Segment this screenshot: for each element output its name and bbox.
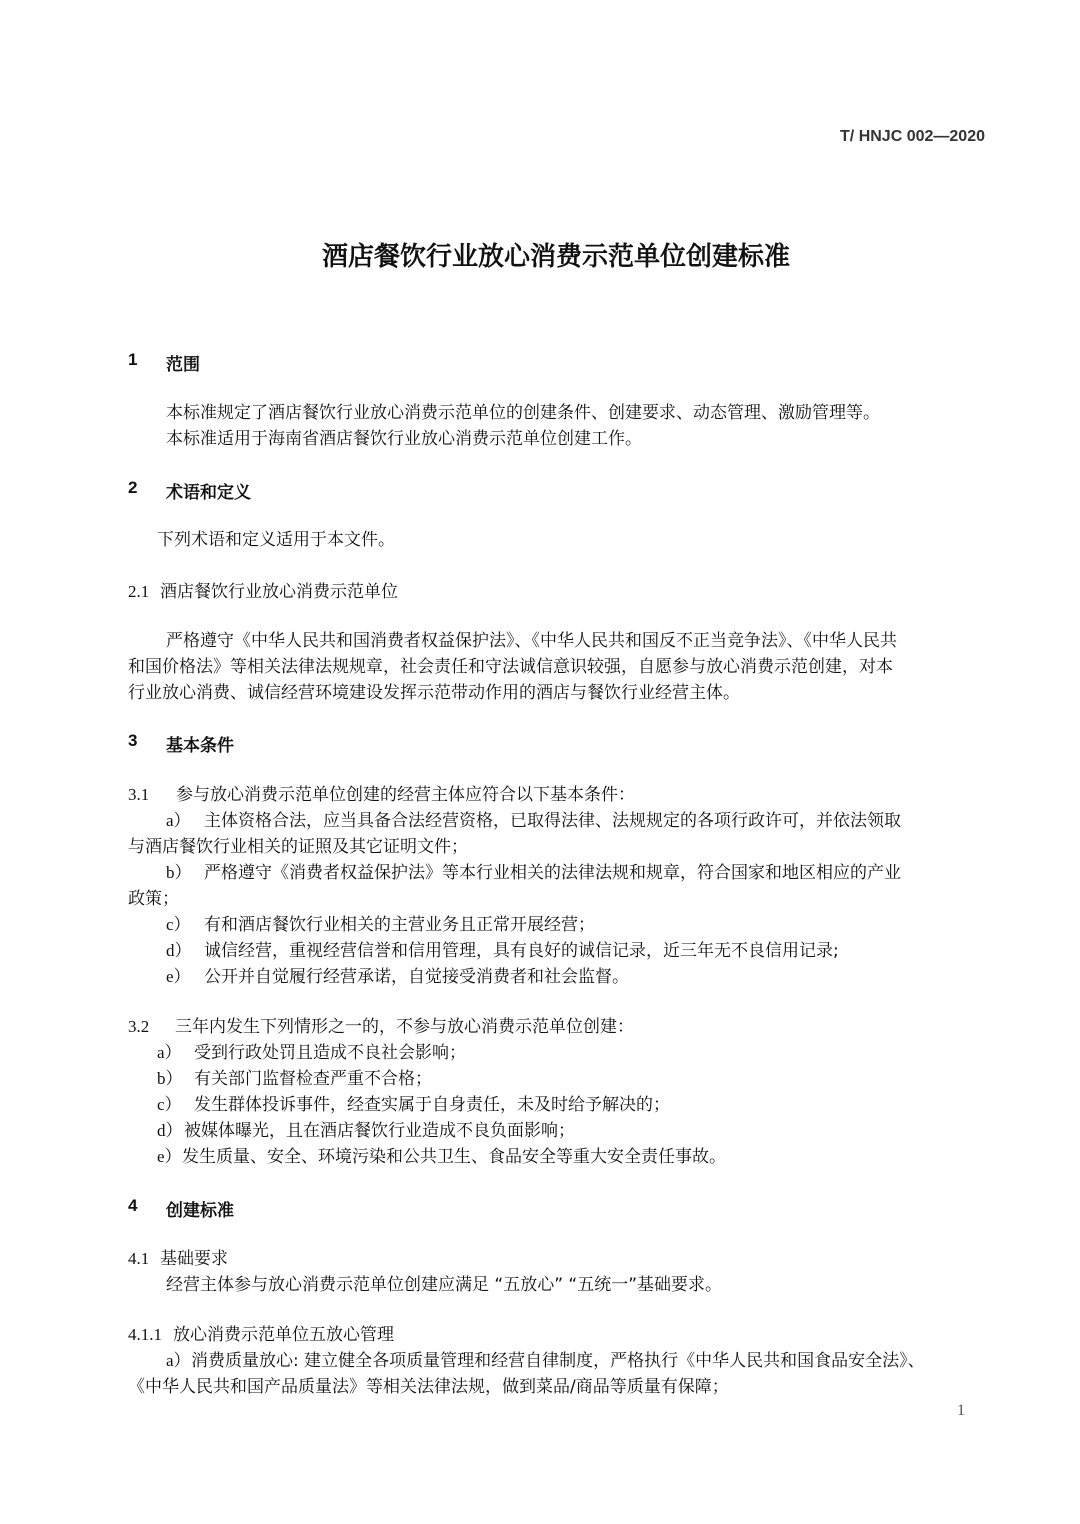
subsection-4-1-number: 4.1 — [128, 1249, 150, 1268]
subsection-4-1-1-number: 4.1.1 — [128, 1325, 162, 1344]
clause-3-2-text: 三年内发生下列情形之一的，不参与放心消费示范单位创建： — [175, 1017, 634, 1037]
exclusion-c-text: 发生群体投诉事件，经查实属于自身责任，未及时给予解决的； — [194, 1095, 670, 1115]
exclusion-b-text: 有关部门监督检查严重不合格； — [194, 1069, 432, 1089]
condition-b-marker: b） — [166, 863, 192, 882]
subsection-4-1-text: 经营主体参与放心消费示范单位创建应满足 “五放心” “五统一”基础要求。 — [166, 1275, 723, 1295]
exclusion-d-text: 被媒体曝光，且在酒店餐饮行业造成不良负面影响； — [184, 1121, 575, 1141]
section-2-heading: 术语和定义 — [166, 483, 251, 503]
definition-line-3: 行业放心消费、诚信经营环境建设发挥示范带动作用的酒店与餐饮行业经营主体。 — [128, 683, 740, 703]
exclusion-e-marker: e） — [157, 1147, 182, 1166]
exclusion-a-text: 受到行政处罚且造成不良社会影响； — [194, 1043, 466, 1063]
subsection-4-1-1-title: 放心消费示范单位五放心管理 — [173, 1325, 394, 1345]
exclusion-e-text: 发生质量、安全、环境污染和公共卫生、食品安全等重大安全责任事故。 — [182, 1147, 726, 1167]
condition-c-marker: c） — [166, 915, 191, 934]
section-1-number: 1 — [128, 350, 138, 369]
subsection-2-1-number: 2.1 — [128, 582, 150, 601]
condition-b-line-1: 严格遵守《消费者权益保护法》等本行业相关的法律法规和规章，符合国家和地区相应的产业 — [204, 863, 901, 883]
page-number: 1 — [957, 1402, 965, 1419]
section-1-para-1: 本标准规定了酒店餐饮行业放心消费示范单位的创建条件、创建要求、动态管理、激励管理等。 — [166, 403, 880, 423]
condition-e-line-1: 公开并自觉履行经营承诺，自觉接受消费者和社会监督。 — [204, 967, 629, 987]
condition-b-line-2: 政策； — [128, 889, 179, 909]
subsection-2-1-title: 酒店餐饮行业放心消费示范单位 — [160, 582, 398, 602]
document-title: 酒店餐饮行业放心消费示范单位创建标准 — [321, 242, 790, 272]
exclusion-c-marker: c） — [157, 1095, 182, 1114]
exclusion-a-marker: a） — [157, 1043, 182, 1062]
subsection-4-1-title: 基础要求 — [160, 1249, 228, 1269]
section-1-para-2: 本标准适用于海南省酒店餐饮行业放心消费示范单位创建工作。 — [166, 429, 642, 449]
management-a-line-1: 消费质量放心: 建立健全各项质量管理和经营自律制度，严格执行《中华人民共和国食品安全法》、 — [191, 1351, 925, 1371]
clause-3-2-number: 3.2 — [128, 1017, 150, 1036]
condition-d-line-1: 诚信经营，重视经营信誉和信用管理，具有良好的诚信记录，近三年无不良信用记录; — [204, 941, 839, 961]
condition-c-line-1: 有和酒店餐饮行业相关的主营业务且正常开展经营； — [204, 915, 595, 935]
section-1-heading: 范围 — [166, 355, 200, 375]
section-2-number: 2 — [128, 478, 138, 497]
definition-line-2: 和国价格法》等相关法律法规规章，社会责任和守法诚信意识较强，自愿参与放心消费示范创建，对本 — [128, 657, 893, 677]
condition-e-marker: e） — [166, 967, 191, 986]
clause-3-1-text: 参与放心消费示范单位创建的经营主体应符合以下基本条件： — [176, 785, 635, 805]
clause-3-1-number: 3.1 — [128, 785, 150, 804]
definition-line-1: 严格遵守《中华人民共和国消费者权益保护法》、《中华人民共和国反不正当竞争法》、《中华人民共 — [166, 631, 897, 651]
section-4-number: 4 — [128, 1196, 138, 1215]
section-3-heading: 基本条件 — [166, 736, 234, 756]
condition-d-marker: d） — [166, 941, 192, 960]
exclusion-b-marker: b） — [157, 1069, 183, 1088]
management-a-line-2: 《中华人民共和国产品质量法》等相关法律法规，做到菜品/商品等质量有保障； — [128, 1377, 729, 1397]
section-3-number: 3 — [128, 731, 138, 750]
condition-a-marker: a） — [166, 811, 191, 830]
condition-a-line-2: 与酒店餐饮行业相关的证照及其它证明文件； — [128, 837, 468, 857]
management-a-marker: a） — [166, 1351, 191, 1370]
condition-a-line-1: 主体资格合法，应当具备合法经营资格，已取得法律、法规规定的各项行政许可，并依法领取 — [204, 811, 901, 831]
section-4-heading: 创建标准 — [166, 1201, 234, 1221]
section-2-intro: 下列术语和定义适用于本文件。 — [157, 530, 395, 550]
exclusion-d-marker: d） — [157, 1121, 183, 1140]
document-code: T/ HNJC 002—2020 — [840, 128, 985, 145]
